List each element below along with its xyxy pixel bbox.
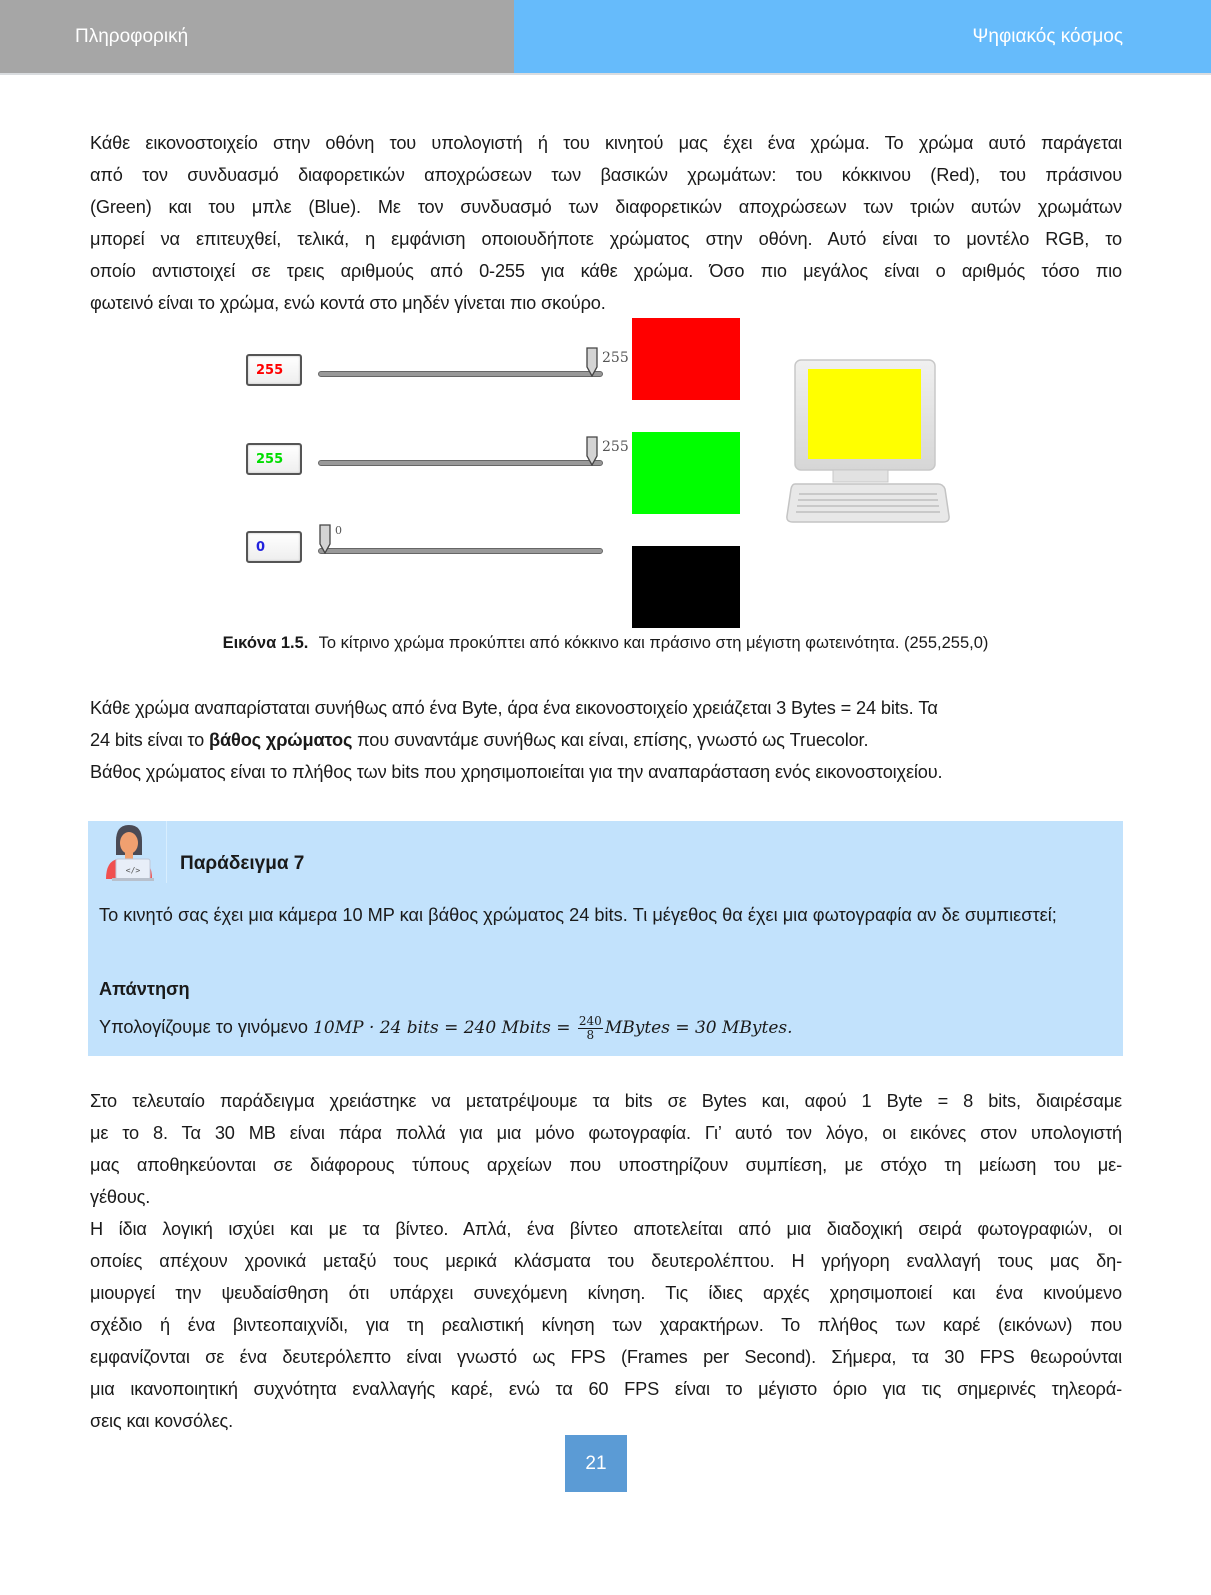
answer-formula [313, 1014, 793, 1042]
text-line: Κάθε εικονοστοιχείο στην οθόνη του υπολογιστή ή του κινητού μας έχει ένα χρώμα. Το χρώμα αυτό παράγεται [90, 133, 1122, 153]
blue-swatch [632, 546, 740, 628]
header-divider [0, 73, 1211, 75]
green-swatch [632, 432, 740, 514]
text-line: εμφανίζονται σε ένα δευτερόλεπτο είναι γνωστό ως FPS (Frames per Second). Σήμερα, τα 30 FPS θεωρούνται [90, 1347, 1122, 1367]
text-line [90, 724, 1122, 756]
text-segment: 24 bits είναι το [90, 730, 210, 750]
red-slider-thumb [585, 347, 599, 377]
text-line: Η ίδια λογική ισχύει και με τα βίντεο. Απλά, ένα βίντεο αποτελείται από μια διαδοχική σειρά φωτογραφιών, οι [90, 1219, 1122, 1239]
example-answer-title: Απάντηση [99, 979, 190, 999]
text-line: οποίες απέχουν χρονικά μεταξύ τους μερικά κλάσματα του δευτερολέπτου. Η γρήγορη εναλλαγή τους μας δη- [90, 1251, 1122, 1271]
example-title: Παράδειγμα 7 [180, 853, 305, 874]
figure-caption-label: Εικόνα 1.5. [222, 634, 309, 652]
color-depth-term: βάθος χρώματος [209, 730, 353, 750]
red-slider-value-label: 255 [602, 350, 629, 366]
text-segment: που συναντάμε συνήθως και είναι, επίσης, γνωστό ως Truecolor. [352, 730, 869, 750]
blue-value-field [246, 531, 302, 563]
example-header-divider [166, 821, 167, 883]
example-question: Το κινητό σας έχει μια κάμερα 10 MP και βάθος χρώματος 24 bits. Τι μέγεθος θα έχει μια φωτογραφία αν δε συμπιεστεί; [99, 905, 1057, 925]
text-line: μας αποθηκεύονται σε διάφορους τύπους αρχείων που υποστηρίζουν συμπίεση, με στόχο τη μείωση του με- [90, 1155, 1122, 1175]
svg-text:</>: </> [125, 866, 141, 875]
color-depth-paragraph [90, 692, 1122, 788]
figure-caption [0, 634, 1211, 653]
header-subject-title: Πληροφορική [0, 0, 514, 73]
blue-slider-thumb [318, 524, 332, 554]
text-line: από τον συνδυασμό διαφορετικών αποχρώσεων των βασικών χρωμάτων: του κόκκινου (Red), του πράσινου [90, 165, 1122, 185]
text-line: μια ικανοποιητική συχνότητα εναλλαγής καρέ, ενώ τα 60 FPS είναι το μέγιστο όριο για τις σημερινές τηλεορά- [90, 1379, 1122, 1399]
blue-slider-track [318, 548, 603, 554]
fraction-denominator: 8 [586, 1028, 595, 1042]
text-line: Βάθος χρώματος είναι το πλήθος των bits που χρησιμοποιείται για την αναπαράσταση ενός εικονοστοιχείου. [90, 762, 943, 782]
text-line: φωτεινό είναι το χρώμα, ενώ κοντά στο μηδέν γίνεται πιο σκούρο. [90, 293, 606, 313]
red-value: 255 [256, 362, 284, 378]
text-line: (Green) και του μπλε (Blue). Με τον συνδυασμό των διαφορετικών αποχρώσεων των τριών αυτών χρωμάτων [90, 197, 1122, 217]
red-swatch [632, 318, 740, 400]
developer-avatar-icon [102, 821, 156, 883]
green-value: 255 [256, 451, 284, 467]
formula-part2: MBytes = 30 MBytes. [604, 1018, 793, 1038]
rgb-figure [240, 322, 970, 640]
text-line: Κάθε χρώμα αναπαρίσταται συνήθως από ένα Byte, άρα ένα εικονοστοιχείο χρειάζεται 3 Bytes = 24 bits. Τα [90, 698, 938, 718]
green-slider-value-label: 255 [602, 439, 629, 455]
blue-slider-value-label: 0 [335, 524, 342, 537]
blue-value: 0 [256, 539, 266, 555]
page-header [0, 0, 1211, 73]
header-chapter-title: Ψηφιακός κόσμος [514, 0, 1211, 73]
text-line: με το 8. Τα 30 MB είναι πάρα πολλά για μια μόνο φωτογραφία. Γι’ αυτό τον λόγο, οι εικόνες στον υπολογιστή [90, 1123, 1122, 1143]
computer-monitor-icon [785, 358, 951, 526]
red-value-field [246, 354, 302, 386]
text-line: γέθους. [90, 1187, 151, 1207]
red-slider-track [318, 371, 603, 377]
example-box [88, 821, 1123, 1056]
figure-caption-text: Το κίτρινο χρώμα προκύπτει από κόκκινο και πράσινο στη μέγιστη φωτεινότητα. (255,255,0) [318, 634, 989, 652]
page-number: 21 [565, 1435, 627, 1492]
text-line: μιουργεί την ψευδαίσθηση ότι υπάρχει συνεχόμενη κίνηση. Τις ίδιες αρχές χρησιμοποιεί και ένα κινούμενο [90, 1283, 1122, 1303]
green-value-field [246, 443, 302, 475]
closing-paragraph [90, 1085, 1122, 1437]
formula-part1: 10MP · 24 bits = 240 Mbits = [313, 1018, 576, 1038]
formula-fraction [578, 1015, 603, 1042]
fraction-numerator: 240 [578, 1014, 602, 1028]
text-line: σεις και κονσόλες. [90, 1411, 234, 1431]
text-line: οποίο αντιστοιχεί σε τρεις αριθμούς από 0-255 για κάθε χρώμα. Όσο πιο μεγάλος είναι ο αριθμός τόσο πιο [90, 261, 1122, 281]
example-answer [99, 1015, 793, 1042]
text-line: μπορεί να επιτευχθεί, τελικά, η εμφάνιση οποιουδήποτε χρώματος στην οθόνη. Αυτό είναι το μοντέλο RGB, το [90, 229, 1122, 249]
green-slider-track [318, 460, 603, 466]
green-slider-thumb [585, 436, 599, 466]
text-line: Στο τελευταίο παράδειγμα χρειάστηκε να μετατρέψουμε τα bits σε Bytes και, αφού 1 Byte = 8 bits, διαιρέσαμε [90, 1091, 1122, 1111]
answer-prefix: Υπολογίζουμε το γινόμενο [99, 1017, 314, 1037]
text-line: σχέδιο ή ένα βιντεοπαιχνίδι, για τη ρεαλιστική κίνηση των χαρακτήρων. Το πλήθος των καρέ (εικόνων) που [90, 1315, 1122, 1335]
intro-paragraph [90, 127, 1122, 319]
monitor-screen [808, 369, 921, 459]
